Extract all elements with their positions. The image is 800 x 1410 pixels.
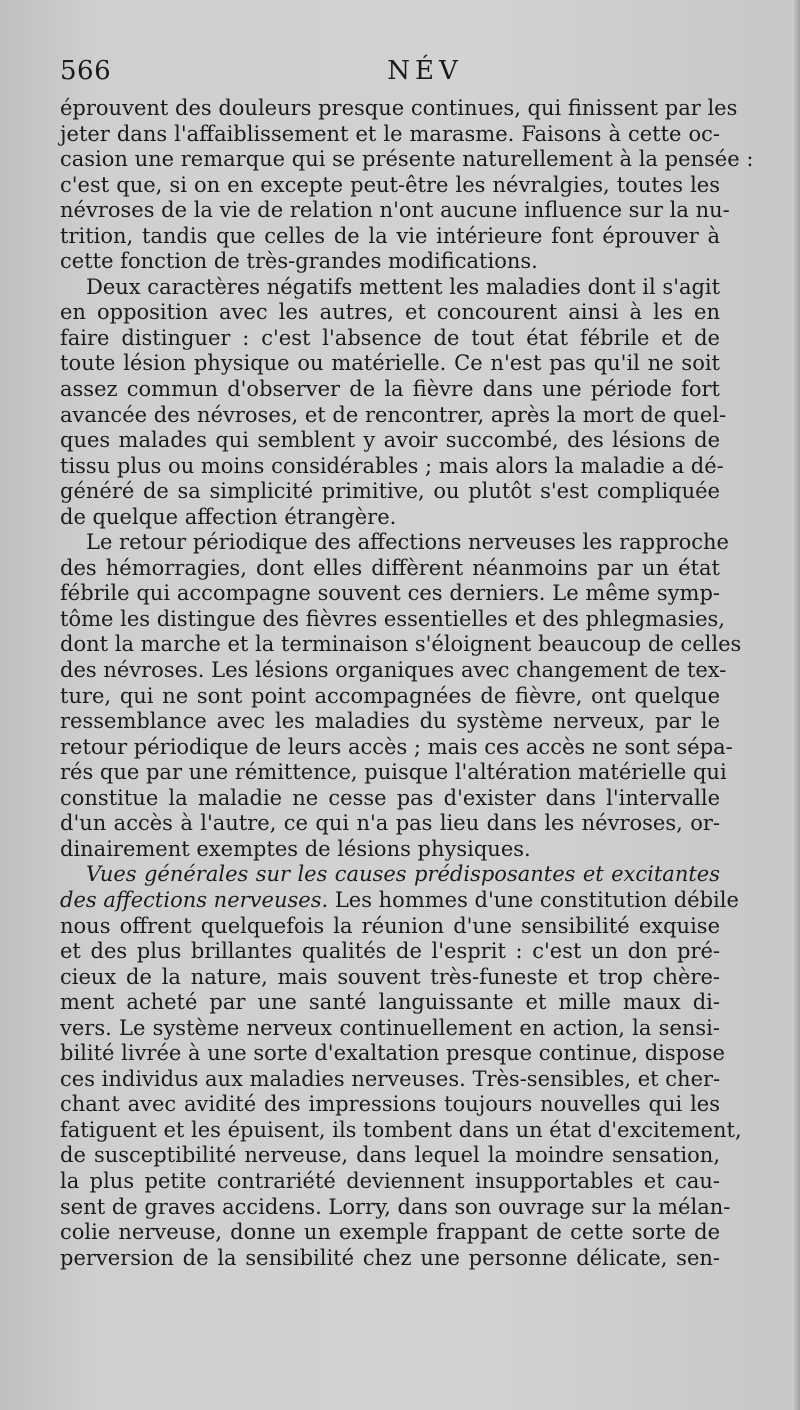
text-line bbox=[60, 351, 720, 377]
line-text: rés que par une rémittence, puisque l'altération matérielle qui bbox=[60, 760, 727, 785]
line-text: d'un accès à l'autre, ce qui n'a pas lieu dans les névroses, or- bbox=[60, 811, 720, 836]
line-text: c'est que, si on en excepte peut-être les névralgies, toutes les bbox=[60, 172, 720, 197]
line-text: des hémorragies, dont elles diffèrent néanmoins par un état bbox=[60, 555, 720, 580]
text-line bbox=[60, 147, 754, 173]
line-text: jeter dans l'affaiblissement et le marasme. Faisons à cette oc- bbox=[60, 121, 720, 146]
line-text: Les hommes d'une constitution débile bbox=[328, 887, 739, 912]
line-text: retour périodique de leurs accès ; mais ces accès ne sont sépa- bbox=[60, 734, 733, 759]
line-text: ressemblance avec les maladies du système nerveux, par le bbox=[60, 709, 720, 734]
line-text: tissu plus ou moins considérables ; mais alors la maladie a dé- bbox=[60, 453, 724, 478]
text-line bbox=[60, 1246, 720, 1272]
line-text: trition, tandis que celles de la vie intérieure font éprouver à bbox=[60, 223, 720, 248]
text-line bbox=[60, 96, 738, 122]
line-text: assez commun d'observer de la fièvre dans une période fort bbox=[60, 377, 720, 402]
text-line bbox=[60, 198, 730, 224]
text-line bbox=[60, 505, 720, 531]
page-edge-shadow bbox=[792, 0, 800, 1410]
line-text: fatiguent et les épuisent, ils tombent dans un état d'excitement, bbox=[60, 1117, 742, 1142]
text-line bbox=[60, 965, 720, 991]
text-line bbox=[60, 581, 720, 607]
text-line bbox=[60, 1220, 720, 1246]
text-line bbox=[60, 300, 720, 326]
line-text: des névroses. Les lésions organiques avec changement de tex- bbox=[60, 658, 727, 683]
text-line bbox=[60, 402, 727, 429]
line-text: cieux de la nature, mais souvent très-funeste et trop chère- bbox=[60, 964, 720, 989]
text-line bbox=[60, 684, 720, 710]
text-line bbox=[60, 862, 720, 888]
text-line bbox=[60, 786, 720, 812]
text-line bbox=[60, 377, 720, 403]
text-line bbox=[60, 939, 720, 965]
text-line bbox=[60, 887, 739, 914]
text-line bbox=[60, 606, 725, 633]
line-text: en opposition avec les autres, et concourent ainsi à les en bbox=[60, 300, 720, 325]
line-text: ture, qui ne sont point accompagnées de fièvre, ont quelque bbox=[60, 683, 720, 708]
line-text: toute lésion physique ou matérielle. Ce n'est pas qu'il ne soit bbox=[60, 351, 720, 376]
text-line bbox=[60, 249, 720, 275]
line-text: de quelque affection étrangère. bbox=[60, 504, 397, 529]
line-text: colie nerveuse, donne un exemple frappant de cette sorte de bbox=[60, 1220, 720, 1245]
text-line bbox=[60, 1067, 720, 1093]
text-line bbox=[60, 734, 733, 761]
text-line bbox=[60, 1194, 731, 1221]
text-line bbox=[60, 1117, 742, 1144]
line-text: dont la marche et la terminaison s'éloignent beaucoup de celles bbox=[60, 632, 742, 657]
line-text: ces individus aux maladies nerveuses. Très-sensibles, et cher- bbox=[60, 1066, 721, 1091]
line-text: faire distinguer : c'est l'absence de tout état fébrile et de bbox=[60, 325, 720, 350]
text-line bbox=[60, 479, 720, 505]
line-text: névroses de la vie de relation n'ont aucune influence sur la nu- bbox=[60, 198, 730, 223]
text-line bbox=[60, 658, 727, 684]
text-line bbox=[60, 530, 729, 556]
text-line bbox=[60, 1092, 720, 1118]
text-line bbox=[60, 837, 720, 863]
line-text: ment acheté par une santé languissante et mille maux di- bbox=[60, 990, 720, 1015]
line-text: généré de sa simplicité primitive, ou plutôt s'est compliquée bbox=[60, 479, 720, 504]
text-line bbox=[60, 1143, 720, 1169]
line-text: et des plus brillantes qualités de l'esprit : c'est un don pré- bbox=[60, 939, 720, 964]
section-heading-italic: des affections nerveuses. bbox=[60, 887, 329, 912]
line-text: nous offrent quelquefois la réunion d'une sensibilité exquise bbox=[60, 913, 720, 938]
text-line bbox=[60, 709, 720, 735]
text-line bbox=[60, 122, 720, 148]
text-line bbox=[60, 453, 724, 480]
line-text: ques malades qui semblent y avoir succombé, des lésions de bbox=[60, 428, 720, 453]
line-text: tôme les distingue des fièvres essentielles et des phlegmasies, bbox=[60, 606, 725, 631]
page-header bbox=[60, 56, 720, 90]
line-text: constitue la maladie ne cesse pas d'exister dans l'intervalle bbox=[60, 785, 720, 810]
line-text: la plus petite contrariété deviennent insupportables et cau- bbox=[60, 1168, 720, 1193]
line-text: perversion de la sensibilité chez une personne délicate, sen- bbox=[60, 1245, 720, 1270]
text-line bbox=[60, 1016, 720, 1042]
line-text: chant avec avidité des impressions toujours nouvelles qui les bbox=[60, 1092, 720, 1117]
line-text: éprouvent des douleurs presque continues, qui finissent par les bbox=[60, 96, 738, 120]
line-text: bilité livrée à une sorte d'exaltation presque continue, dispose bbox=[60, 1041, 725, 1066]
text-line bbox=[60, 275, 720, 301]
running-title: NÉV bbox=[387, 56, 463, 86]
line-text: Le retour périodique des affections nerveuses les rapproche bbox=[86, 530, 729, 555]
line-text: sent de graves accidens. Lorry, dans son ouvrage sur la mélan- bbox=[60, 1194, 731, 1219]
line-text: dinairement exemptes de lésions physiques. bbox=[60, 836, 531, 861]
text-line bbox=[60, 760, 727, 786]
line-text: fébrile qui accompagne souvent ces derniers. Le même symp- bbox=[60, 581, 720, 606]
line-text: Deux caractères négatifs mettent les maladies dont il s'agit bbox=[86, 274, 721, 299]
body-text bbox=[60, 96, 754, 1271]
line-text: de susceptibilité nerveuse, dans lequel la moindre sensation, bbox=[60, 1143, 720, 1168]
line-text: vers. Le système nerveux continuellement en action, la sensi- bbox=[60, 1015, 720, 1040]
text-line bbox=[60, 990, 720, 1016]
text-line bbox=[60, 428, 720, 454]
text-line bbox=[60, 1169, 720, 1195]
text-line bbox=[60, 173, 720, 199]
text-line bbox=[60, 811, 720, 837]
page-number: 566 bbox=[60, 56, 112, 86]
line-text: avancée des névroses, et de rencontrer, après la mort de quel- bbox=[60, 402, 727, 427]
text-line bbox=[60, 1041, 725, 1067]
line-text: casion une remarque qui se présente naturellement à la pensée : bbox=[60, 147, 754, 172]
text-line bbox=[60, 224, 720, 250]
line-text: cette fonction de très-grandes modifications. bbox=[60, 249, 538, 274]
text-line bbox=[60, 326, 720, 352]
text-line bbox=[60, 632, 742, 658]
text-line bbox=[60, 556, 720, 582]
text-line bbox=[60, 914, 720, 940]
section-heading-italic: Vues générales sur les causes prédisposantes et excitantes bbox=[86, 862, 720, 887]
